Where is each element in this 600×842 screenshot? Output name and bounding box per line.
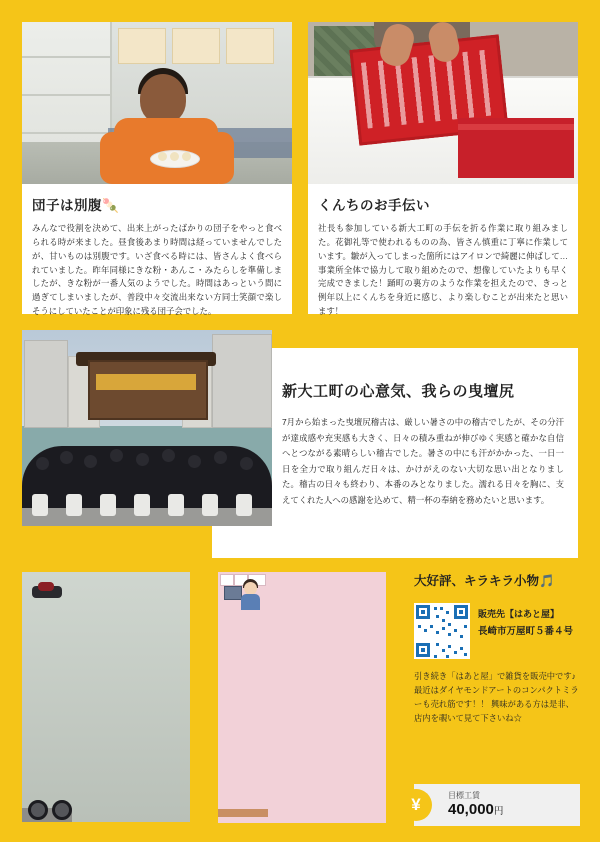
column-user-interview xyxy=(218,572,386,823)
shop-qr-code[interactable] xyxy=(414,603,470,659)
article-title: 団子は別腹🍡 xyxy=(32,198,120,213)
amount-unit: 円 xyxy=(493,806,504,817)
column-body: 引き続き「はあと屋」で雑貨を販売中です♪ 最近はダイヤモンドアートのコンパクトミラーも売れ筋です！！ 興味がある方は是非、店内を覗いて見て下さいね☆ xyxy=(414,670,579,724)
shop-label: 販売先【はあと屋】 xyxy=(478,608,560,619)
column-kokochiyoi-kisetsu xyxy=(22,572,190,822)
yen-icon: ¥ xyxy=(400,789,432,821)
target-wage-label: 目標工賃 xyxy=(448,791,480,800)
article-card-kunchi xyxy=(308,22,578,317)
author-block xyxy=(22,776,190,822)
shop-address: 長崎市万屋町５番４号 xyxy=(478,626,574,638)
target-wage-box xyxy=(411,784,580,826)
man-eating-dango-photo xyxy=(22,22,292,184)
column-kirakira-komono xyxy=(414,572,580,725)
feature-body: 7月から始まった曳壇尻稽古は、厳しい暑さの中の稽古でしたが、その分汗が達成感や充実感も大きく、日々の積み重ねが伸びゆく実感と確かな自信へとつながる素晴らしい稽古でした。暑さの中にも汗がかかった、一日一日を全力で取り組んだ日々は、かけがえのない大切な思い出となりました。稽古の日々も終わり、本番のみとなりました。濡れる日々を胸に、支えてくれた人への感謝を込めて、精一杯の奉納を務めたいと思います。 xyxy=(282,417,564,505)
article-body: 社長も参加している新大工町の手伝を折る作業に取り組みました。花御礼等で使われるものの為、皆さん慎重に丁寧に作業しています。皺が入ってしまった箇所にはアイロンで綺麗に伸ばして…事業所全体で協力して取り組めたので、想像していたよりも早く完成できました！踊町の裏方のような作業を担えたので、きっと例年以上にくんちを身近に感じ、より楽しむことが出来たと思います！ xyxy=(318,223,568,317)
interviewee-block xyxy=(218,777,386,823)
festival-float-parade-photo xyxy=(22,330,272,526)
article-body: みんなで役割を決めて、出来上がったばかりの団子をやっと食べられる時が来ました。昼食後あまり時間は経っていませんでしたが、甘いものは別腹です。いざ食べる時には、皆さんよく食べられていました。昨年同様にきな粉・あんこ・みたらしを準備しましたが、きな粉が一番人気のようでした。時間はあっという間に過ぎてしまいましたが、普段中々交流出来ない方同士笑顔で楽しそうにしていたことが印象に残る団子会でした。 xyxy=(32,223,282,317)
article-title: くんちのお手伝い xyxy=(318,198,430,213)
article-card-dango xyxy=(22,22,292,317)
user-at-desk-illustration xyxy=(218,777,268,823)
amount-value: 40,000 xyxy=(448,801,494,818)
feature-title: 新大工町の心意気、我らの曳壇尻 xyxy=(282,383,515,400)
folding-happi-coats-photo xyxy=(308,22,578,184)
column-heading: 大好評、キラキラ小物🎵 xyxy=(414,574,555,588)
feature-text xyxy=(282,380,564,508)
motorcycle-photo xyxy=(22,776,72,822)
target-wage-amount xyxy=(448,801,503,818)
